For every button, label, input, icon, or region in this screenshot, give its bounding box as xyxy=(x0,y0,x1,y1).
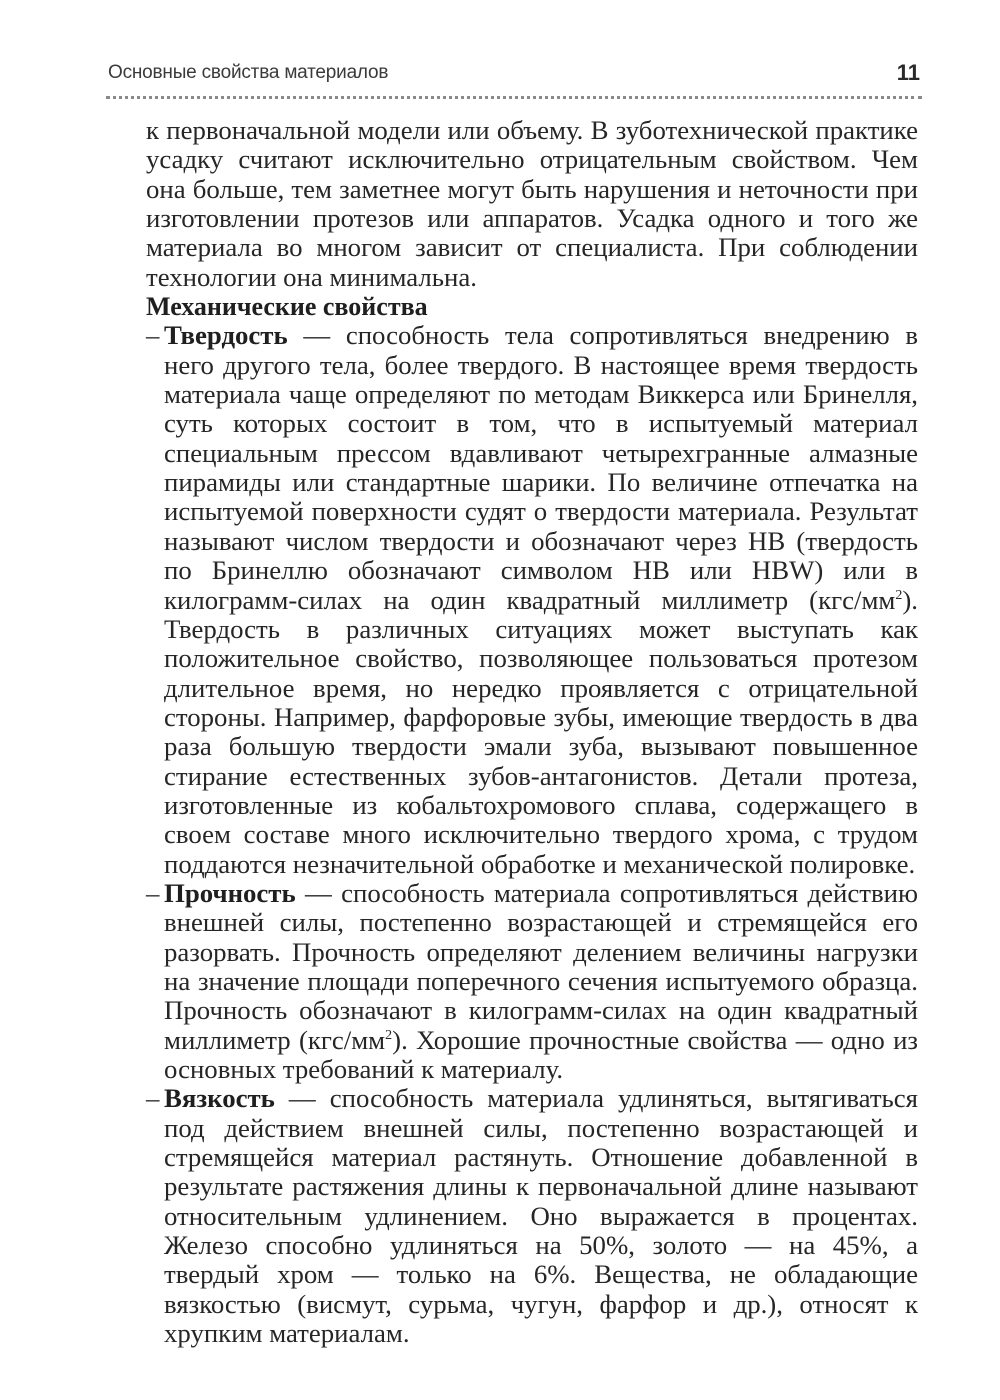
definition-text: — способность тела сопротивляться внедрению в него другого тела, более твердого. В настоящее время твердость материала чаще определяют по методам Виккерса или Бринелля, суть которых состоит в том, что в испытуемый материал специальным прессом вдавливают четырехгранные алмазные пирамиды или стандартные шарики. По величине отпечатка на испытуемой поверхности судят о твердости материала. Результат называют числом твердости и обозначают через НВ (твердость по Бринеллю обозначают символом НВ или HBW) или в килограмм-силах на один квадратный миллиметр (кгс/мм xyxy=(164,320,918,615)
term-hardness: Твердость xyxy=(164,320,288,351)
dash-marker: – xyxy=(146,1083,160,1114)
page-body xyxy=(146,116,918,1348)
list-item-ductility xyxy=(146,1084,918,1348)
running-title: Основные свойства материалов xyxy=(108,62,389,83)
term-strength: Прочность xyxy=(164,877,296,908)
intro-paragraph: к первоначальной модели или объему. В зуботехнической практике усадку считают исключительно отрицательным свойством. Чем она больше, тем заметнее могут быть нарушения и неточности при изготовлении протезов или аппаратов. Усадка одного и того же материала во многом зависит от специалиста. При соблюдении технологии она минимальна. xyxy=(146,115,918,292)
dash-marker: – xyxy=(146,320,160,351)
superscript: 2 xyxy=(895,587,903,603)
definition-text-continued: ). Твердость в различных ситуациях может выступать как положительное свойство, позволяющее пользоваться протезом длительное время, но нередко проявляется с отрицательной стороны. Например, фарфоровые зубы, имеющие твердость в два раза большую твердости эмали зуба, вызывают повышенное стирание естественных зубов-антагонистов. Детали протеза, изготовленные из кобальтохромового сплава, содержащего в своем составе много исключительно твердого хрома, с трудом поддаются незначительной обработке и механической полировке. xyxy=(164,584,918,879)
definition-text-continued: ). Хорошие прочностные свойства — одно из основных требований к материалу. xyxy=(164,1024,919,1084)
superscript: 2 xyxy=(385,1027,393,1043)
section-heading: Механические свойства xyxy=(146,292,428,322)
dash-marker: – xyxy=(146,877,160,908)
dotted-rule xyxy=(106,96,922,99)
term-ductility: Вязкость xyxy=(164,1083,275,1114)
list-item-hardness xyxy=(146,321,918,879)
page-number: 11 xyxy=(896,60,920,85)
running-header xyxy=(106,58,922,98)
definition-text: — способность материала сопротивляться действию внешней силы, постепенно возрастающей и стремящейся его разорвать. Прочность определяют делением величины нагрузки на значение площади поперечного сечения испытуемого образца. Прочность обозначают в килограмм-силах на один квадратный миллиметр (кгс/мм xyxy=(164,877,918,1055)
list-item-strength xyxy=(146,879,918,1084)
definition-text: — способность материала удлиняться, вытягиваться под действием внешней силы, постепенно возрастающей и стремящейся материал растянуть. Отношение добавленной в результате растяжения длины к первоначальной длине называют относительным удлинением. Оно выражается в процентах. Железо способно удлиняться на 50%, золото — на 45%, а твердый хром — только на 6%. Вещества, не обладающие вязкостью (висмут, сурьма, чугун, фарфор и др.), относят к хрупким материалам. xyxy=(164,1083,918,1349)
